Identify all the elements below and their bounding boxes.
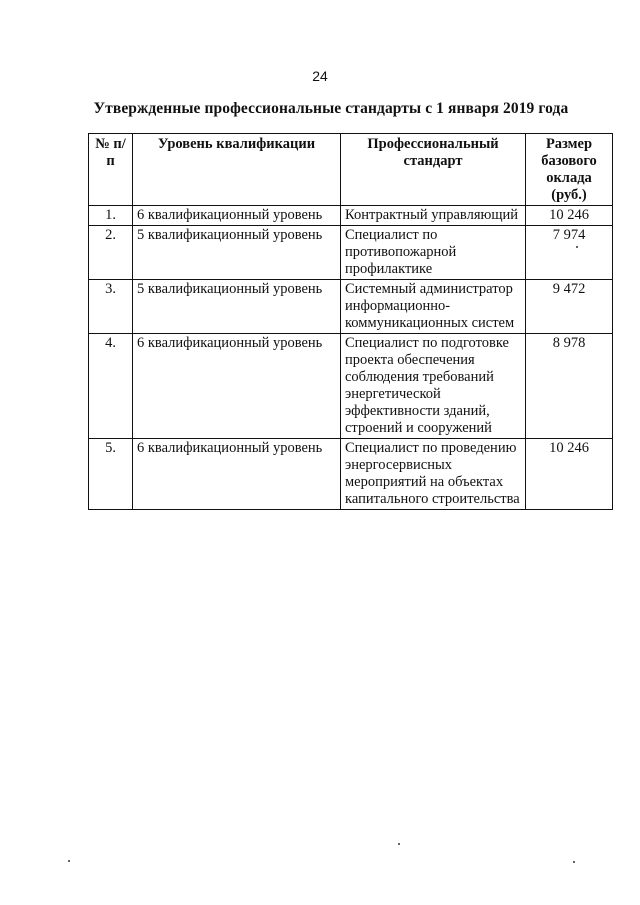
row-level: 5 квалификационный уровень bbox=[133, 280, 341, 334]
row-level: 6 квалификационный уровень bbox=[133, 206, 341, 226]
row-level: 6 квалификационный уровень bbox=[133, 439, 341, 510]
row-salary: 9 472 bbox=[526, 280, 613, 334]
row-standard: Специалист по подготовке проекта обеспечения соблюдения требований энергетической эффективности зданий, строений и сооружений bbox=[341, 334, 526, 439]
row-salary: 10 246 bbox=[526, 206, 613, 226]
scan-speck bbox=[398, 843, 400, 845]
page-number: 24 bbox=[312, 68, 328, 84]
row-num: 2. bbox=[89, 226, 133, 280]
row-standard: Специалист по проведению энергосервисных мероприятий на объектах капитального строительства bbox=[341, 439, 526, 510]
row-level: 5 квалификационный уровень bbox=[133, 226, 341, 280]
row-num: 4. bbox=[89, 334, 133, 439]
scan-speck bbox=[573, 861, 575, 863]
document-title: Утвержденные профессиональные стандарты с 1 января 2019 года bbox=[93, 100, 569, 117]
scan-speck bbox=[68, 860, 70, 862]
header-level: Уровень квалификации bbox=[133, 134, 341, 206]
table-row bbox=[89, 226, 613, 280]
table-row bbox=[89, 334, 613, 439]
row-salary: 7 974 bbox=[526, 226, 613, 280]
header-num: № п/п bbox=[89, 134, 133, 206]
table-row bbox=[89, 206, 613, 226]
row-standard: Специалист по противопожарной профилактике bbox=[341, 226, 526, 280]
row-num: 5. bbox=[89, 439, 133, 510]
row-standard: Системный администратор информационно-коммуникационных систем bbox=[341, 280, 526, 334]
table-row bbox=[89, 439, 613, 510]
row-level: 6 квалификационный уровень bbox=[133, 334, 341, 439]
row-num: 3. bbox=[89, 280, 133, 334]
table-row bbox=[89, 280, 613, 334]
row-salary: 8 978 bbox=[526, 334, 613, 439]
row-num: 1. bbox=[89, 206, 133, 226]
standards-table bbox=[88, 133, 613, 510]
scan-speck bbox=[576, 246, 578, 248]
row-standard: Контрактный управляющий bbox=[341, 206, 526, 226]
header-salary: Размер базового оклада (руб.) bbox=[526, 134, 613, 206]
header-standard: Профессиональный стандарт bbox=[341, 134, 526, 206]
table-header-row bbox=[89, 134, 613, 206]
row-salary: 10 246 bbox=[526, 439, 613, 510]
